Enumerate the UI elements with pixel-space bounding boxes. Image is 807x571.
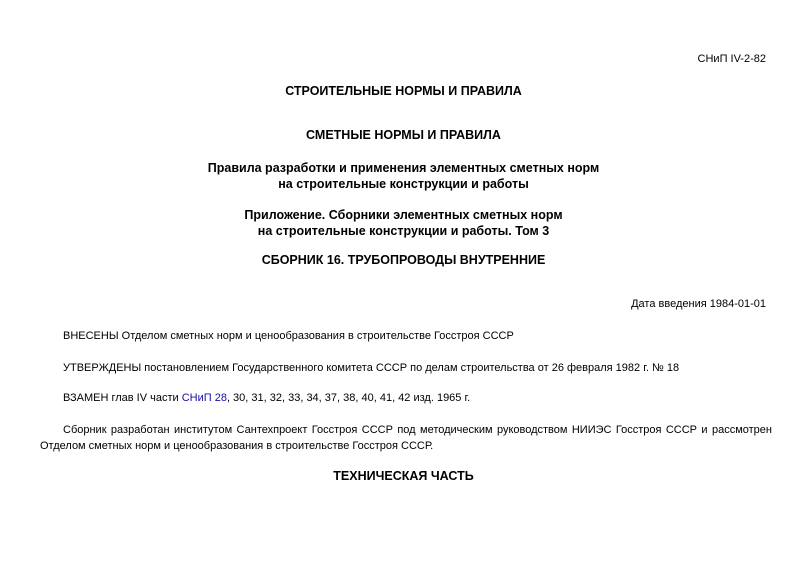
introduction-date: Дата введения 1984-01-01	[631, 298, 766, 310]
appendix-heading-line2: на строительные конструкции и работы. Том 3	[257, 224, 550, 238]
sub-heading: СМЕТНЫЕ НОРМЫ И ПРАВИЛА	[306, 128, 501, 142]
rules-heading	[0, 160, 807, 192]
developed-line2: Отделом сметных норм и ценообразования в строительстве Госстроя СССР.	[40, 440, 434, 452]
collection-heading: СБОРНИК 16. ТРУБОПРОВОДЫ ВНУТРЕННИЕ	[261, 253, 546, 267]
appendix-heading	[0, 207, 807, 239]
appendix-heading-line1: Приложение. Сборники элементных сметных норм	[244, 208, 563, 222]
replaced-prefix: ВЗАМЕН глав IV части	[63, 392, 182, 404]
snip-28-link[interactable]: СНиП 28	[181, 392, 227, 404]
main-heading: СТРОИТЕЛЬНЫЕ НОРМЫ И ПРАВИЛА	[285, 84, 522, 98]
approved-paragraph: УТВЕРЖДЕНЫ постановлением Государственного комитета СССР по делам строительства от 26 февраля 1982 г. № 18	[63, 362, 680, 374]
rules-heading-line2: на строительные конструкции и работы	[278, 177, 529, 191]
developed-paragraph	[40, 422, 772, 454]
submitted-paragraph: ВНЕСЕНЫ Отделом сметных норм и ценообразования в строительстве Госстроя СССР	[63, 330, 514, 342]
document-code: СНиП IV-2-82	[697, 53, 766, 65]
replaced-paragraph	[40, 390, 800, 406]
rules-heading-line1: Правила разработки и применения элементных сметных норм	[207, 161, 600, 175]
developed-line1: Сборник разработан институтом Сантехпроект Госстроя СССР под методическим руководством НИИЭС Госстроя СССР и рассмотрен	[63, 424, 772, 436]
replaced-suffix: , 30, 31, 32, 33, 34, 37, 38, 40, 41, 42 изд. 1965 г.	[226, 392, 471, 404]
technical-part-heading: ТЕХНИЧЕСКАЯ ЧАСТЬ	[333, 469, 474, 483]
